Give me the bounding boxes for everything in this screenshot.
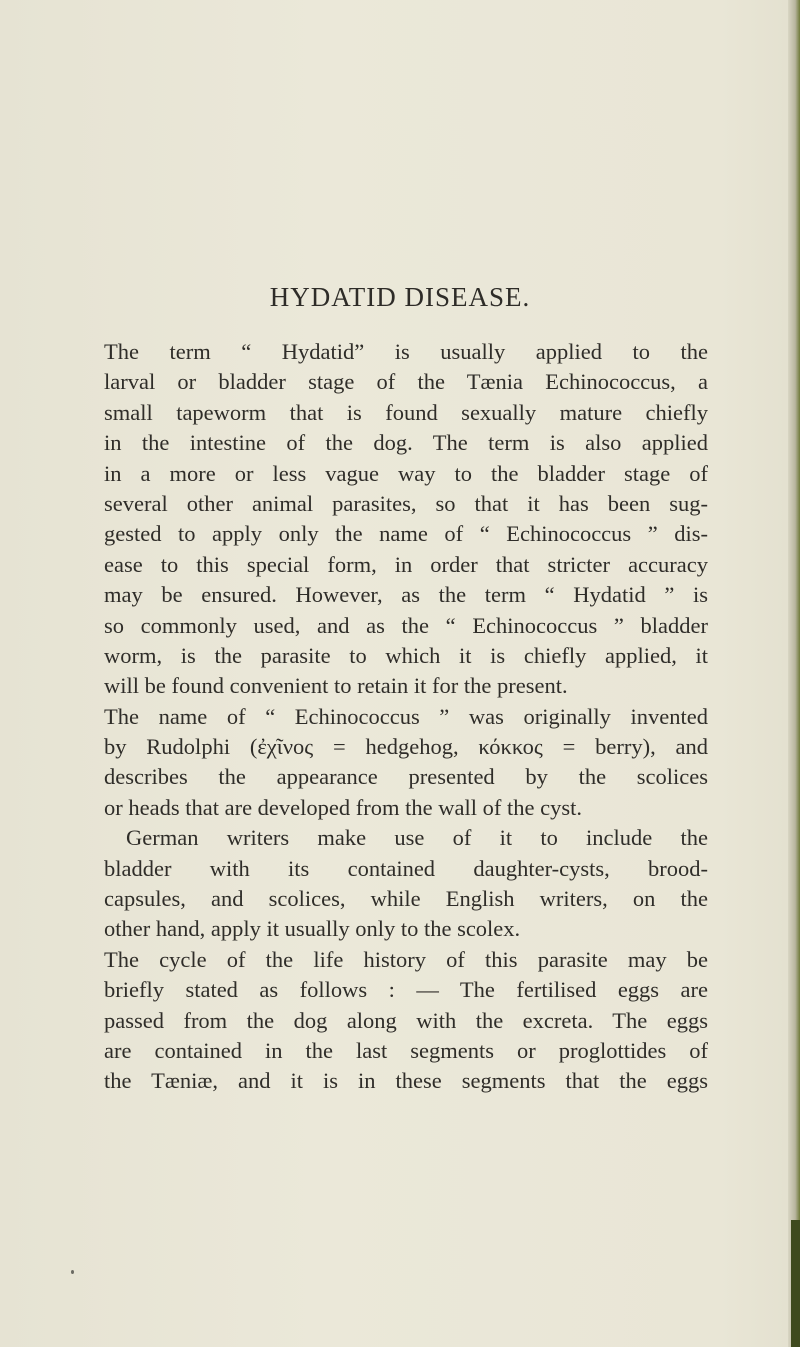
text-line: small tapeworm that is found sexually mature chiefly — [104, 399, 708, 425]
text-line: passed from the dog along with the excreta. The eggs — [104, 1007, 708, 1033]
text-line: may be ensured. However, as the term “ Hydatid ” is — [104, 582, 708, 608]
text-line: larval or bladder stage of the Tænia Echinococcus, a — [104, 369, 708, 395]
text-line: capsules, and scolices, while English writers, on the — [104, 886, 708, 912]
text-line: briefly stated as follows : — The fertilised eggs are — [104, 977, 708, 1003]
text-line: so commonly used, and as the “ Echinococcus ” bladder — [104, 612, 708, 638]
text-line: The term “ Hydatid” is usually applied to the — [104, 339, 708, 364]
page-speck — [71, 1270, 74, 1274]
text-line: ease to this special form, in order that stricter accuracy — [104, 551, 708, 577]
text-line: worm, is the parasite to which it is chiefly applied, it — [104, 642, 708, 668]
text-line: the Tæniæ, and it is in these segments that the eggs — [104, 1068, 708, 1094]
text-line: are contained in the last segments or proglottides of — [104, 1037, 708, 1063]
text-line: or heads that are developed from the wall of the cyst. — [104, 794, 582, 820]
page-edge-shadow — [788, 0, 800, 1347]
text-line: by Rudolphi (ἐχῖνος = hedgehog, κόκκος = berry), and — [104, 734, 708, 760]
text-line: describes the appearance presented by the scolices — [104, 764, 708, 790]
text-line: in a more or less vague way to the bladder stage of — [104, 460, 708, 486]
text-line: in the intestine of the dog. The term is also applied — [104, 430, 708, 456]
text-line: other hand, apply it usually only to the scolex. — [104, 916, 521, 942]
text-line: will be found convenient to retain it for the present. — [104, 673, 568, 699]
text-line: gested to apply only the name of “ Echinococcus ” dis- — [104, 521, 708, 547]
text-line: German writers make use of it to include the — [126, 825, 708, 851]
text-line: The name of “ Echinococcus ” was originally invented — [104, 703, 708, 729]
text-line: The cycle of the life history of this parasite may be — [104, 946, 708, 972]
text-line: several other animal parasites, so that it has been sug- — [104, 490, 708, 516]
body-text — [104, 337, 708, 1097]
cover-edge — [791, 1220, 800, 1347]
text-line: bladder with its contained daughter-cysts, brood- — [104, 855, 708, 881]
chapter-heading: HYDATID DISEASE. — [269, 282, 531, 312]
